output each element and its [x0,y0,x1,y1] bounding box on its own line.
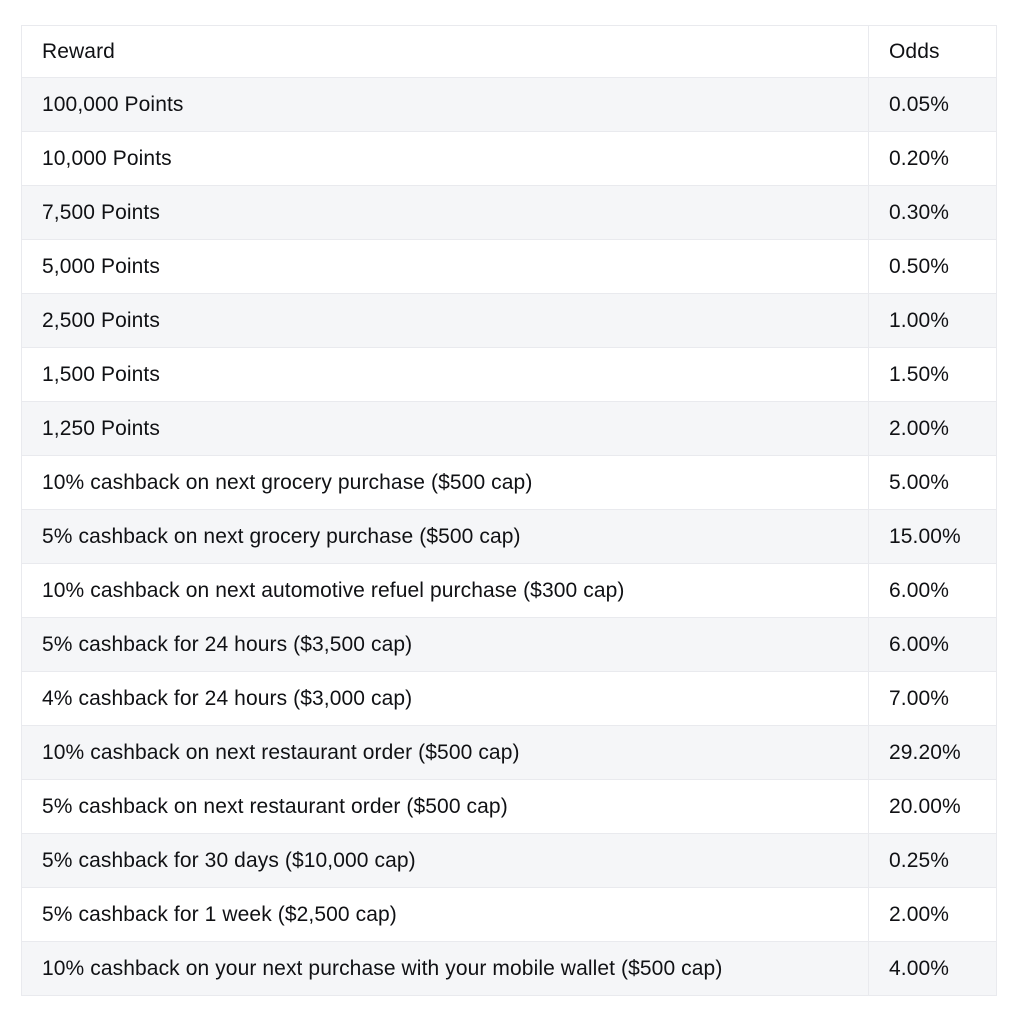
cell-reward: 5,000 Points [22,240,869,294]
table-row [22,78,997,132]
cell-reward: 10% cashback on next restaurant order ($500 cap) [22,726,869,780]
cell-odds: 5.00% [869,456,997,510]
cell-odds: 6.00% [869,618,997,672]
table-row [22,240,997,294]
table-row [22,294,997,348]
cell-reward: 5% cashback for 1 week ($2,500 cap) [22,888,869,942]
table-row [22,402,997,456]
cell-odds: 29.20% [869,726,997,780]
cell-reward: 5% cashback for 30 days ($10,000 cap) [22,834,869,888]
cell-reward: 5% cashback for 24 hours ($3,500 cap) [22,618,869,672]
cell-reward: 5% cashback on next restaurant order ($500 cap) [22,780,869,834]
table-row [22,564,997,618]
table-row [22,834,997,888]
cell-reward: 1,250 Points [22,402,869,456]
column-header-odds: Odds [869,26,997,78]
cell-reward: 10% cashback on your next purchase with your mobile wallet ($500 cap) [22,942,869,996]
cell-odds: 0.50% [869,240,997,294]
table-row [22,726,997,780]
table-row [22,618,997,672]
table-row [22,132,997,186]
cell-odds: 7.00% [869,672,997,726]
cell-odds: 2.00% [869,402,997,456]
table-row [22,888,997,942]
table-row [22,510,997,564]
cell-odds: 6.00% [869,564,997,618]
cell-odds: 0.25% [869,834,997,888]
table-row [22,348,997,402]
cell-odds: 0.30% [869,186,997,240]
table-row [22,780,997,834]
cell-reward: 100,000 Points [22,78,869,132]
cell-reward: 7,500 Points [22,186,869,240]
cell-odds: 15.00% [869,510,997,564]
column-header-reward: Reward [22,26,869,78]
cell-reward: 1,500 Points [22,348,869,402]
cell-reward: 10% cashback on next automotive refuel purchase ($300 cap) [22,564,869,618]
rewards-odds-table [21,25,997,996]
table-row [22,186,997,240]
rewards-odds-table-container [21,25,996,996]
cell-odds: 20.00% [869,780,997,834]
cell-reward: 5% cashback on next grocery purchase ($500 cap) [22,510,869,564]
table-body [22,78,997,996]
table-row [22,942,997,996]
table-row [22,456,997,510]
cell-reward: 10,000 Points [22,132,869,186]
cell-odds: 0.05% [869,78,997,132]
cell-odds: 4.00% [869,942,997,996]
cell-odds: 1.50% [869,348,997,402]
table-row [22,672,997,726]
cell-odds: 1.00% [869,294,997,348]
cell-reward: 4% cashback for 24 hours ($3,000 cap) [22,672,869,726]
table-header-row [22,26,997,78]
cell-reward: 10% cashback on next grocery purchase ($500 cap) [22,456,869,510]
table-header [22,26,997,78]
cell-odds: 2.00% [869,888,997,942]
cell-odds: 0.20% [869,132,997,186]
cell-reward: 2,500 Points [22,294,869,348]
